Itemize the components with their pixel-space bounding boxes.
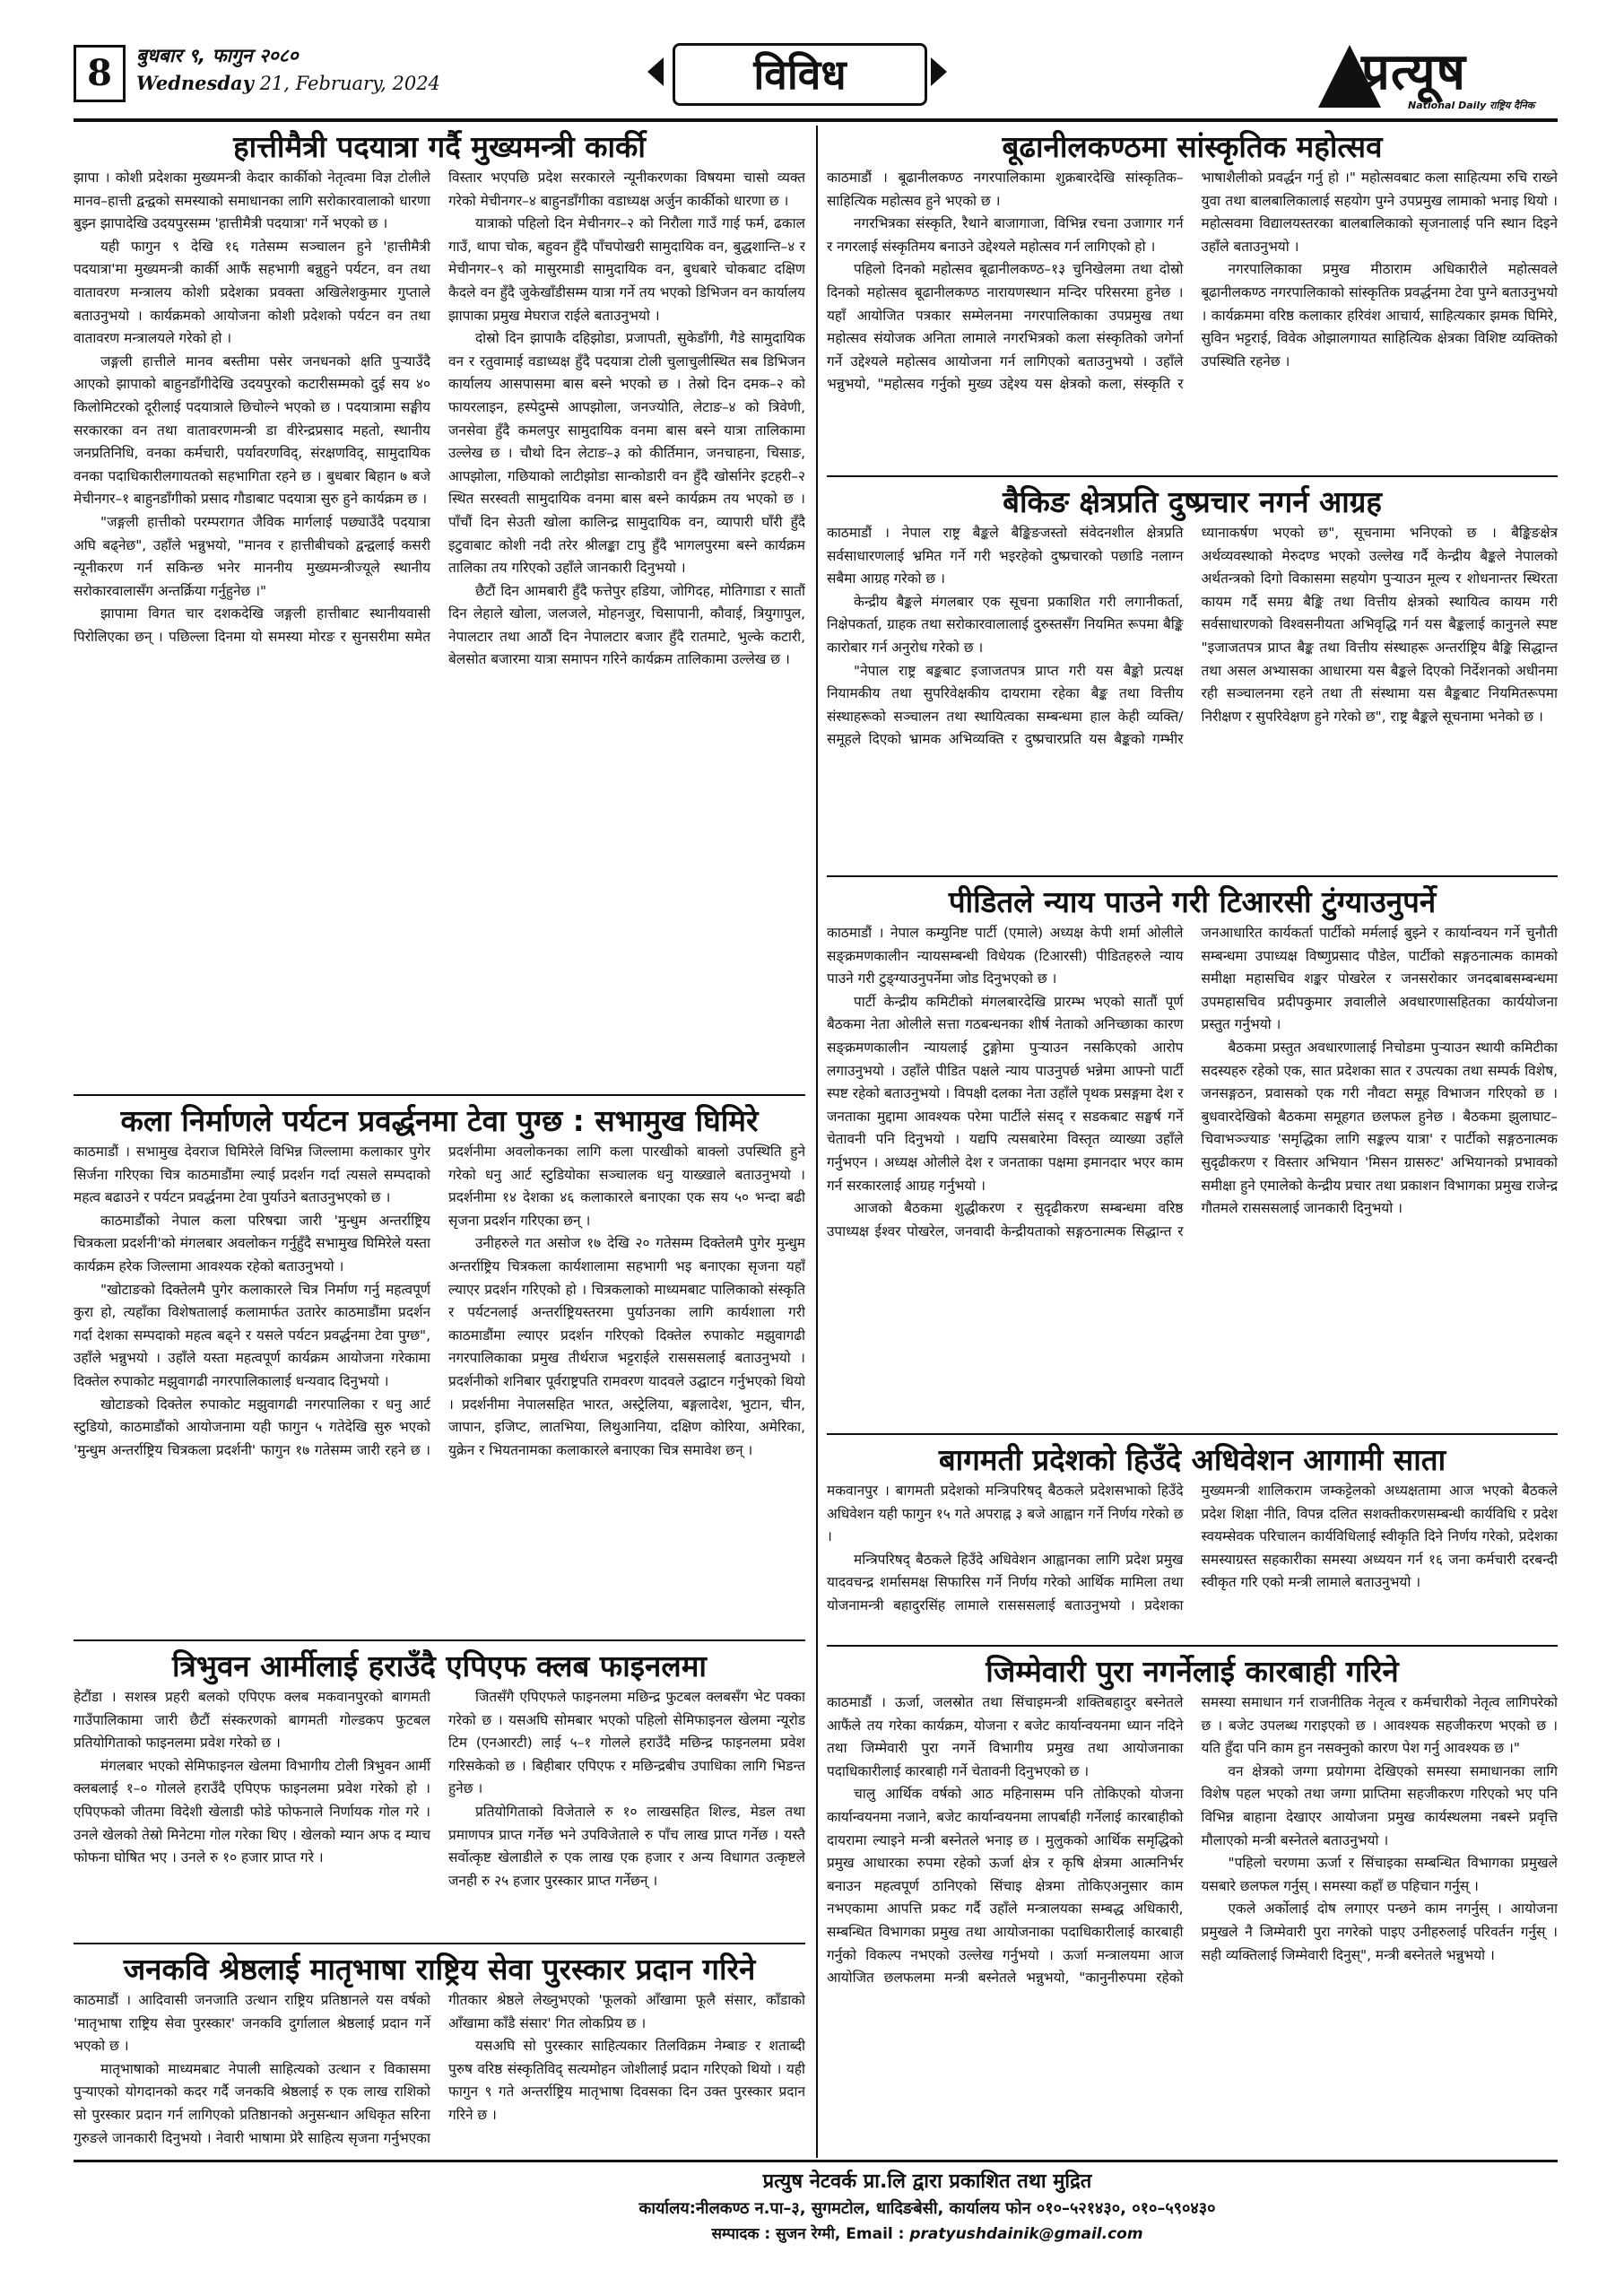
article-body — [74, 1989, 805, 2196]
arrow-left-icon — [647, 57, 664, 86]
column-divider — [816, 126, 818, 2158]
article-apf-final — [74, 1647, 805, 1977]
article-body — [827, 522, 1558, 909]
paragraph: पहिलो दिनको महोत्सव बूढानीलकण्ठ–१३ चुनिखेलमा तथा दोस्रो दिनको महोत्सव बूढानीलकण्ठ नारायणस्थान मन्दिर परिसरमा हुनेछ । यहाँ आयोजित पत्रकार सम्मेलनमा नगरपालिकाका उपप्रमुख तथा महोत्सव संयोजक अनिता लामाले नगरभित्रको कला संस्कृतिको जगेर्ना गर्ने उद्देश्यले महोत्सव आयोजना गर्न लागिएको बताउनुभयो । उहाँले भन्नुभयो, "महोत्सव गर्नुको मुख्य उद्देश्य यस क्षेत्रको कला, संस्कृति र भाषाशैलीको प्रवर्द्धन गर्नु हो ।" महोत्सवबाट कला साहित्यमा रुचि राख्ने युवा तथा बालबालिकालाई सहयोग पुग्ने उपप्रमुख लामाको भनाइ थियो । महोत्सवमा विद्यालयस्तरका बालबालिकाको सृजनालाई पनि स्थान दिइने उहाँले बताउनुभयो । — [827, 170, 1558, 393]
article-cultural-festival — [827, 127, 1558, 511]
arrow-right-icon — [931, 57, 947, 86]
footer-rule — [74, 2160, 1558, 2162]
paragraph: दोस्रो दिन झापाकै दहिझोडा, प्रजापती, सुकेडाँगी, गैडे सामुदायिक वन र रतुवामाई वडाध्यक्ष हुँदै पदयात्रा टोली चुलाचुलीस्थित सब डिभिजन कार्यालय आसपासमा बास बस्ने भएको छ । तेस्रो दिन दमक–२ को फायरलाइन, हस्पेदुम्से आपझोला, जनज्योति, लेटाङ–४ को त्रिवेणी, जनसेवा हुँदै कमलपुर सामुदायिक वनमा बास बस्ने यात्रा तालिकामा उल्लेख छ । चौथो दिन लेटाङ–३ को कीर्तिमान, जनचाहना, चिसाङ, आपझोला, गछियाको लाटीझोडा सान्कोडारी वन हुँदै खोर्सानेर इटहरी–२ स्थित सरस्वती सामुदायिक वनमा बास बस्ने कार्यक्रम तय भएको छ । पाँचौं दिन सेउती खोला कालिन्द्र सामुदायिक वन, व्यापारी घाँरी हुँदै इटुवाबाट कोशी नदी तरेर श्रीलङ्का टापु हुँदै भागलपुरमा बस्ने कार्यक्रम तालिका तय गरिएको उहाँले जानकारी दिनुभयो । — [448, 330, 805, 577]
article-headline: जनकवि श्रेष्ठलाई मातृभाषा राष्ट्रिय सेवा पुरस्कार प्रदान गरिने — [123, 1952, 756, 1987]
date-en: 21, February, 2024 — [259, 73, 440, 94]
article-headline: त्रिभुवन आर्मीलाई हराउँदै एपिएफ क्लब फाइनलमा — [172, 1648, 707, 1683]
divider — [74, 1639, 805, 1641]
editor-label: सम्पादक : सुजन रेग्मी, Email : — [711, 2225, 905, 2243]
masthead — [74, 39, 1558, 118]
logo-tagline: National Daily राष्ट्रिय दैनिक — [1408, 100, 1535, 111]
date-nepali: बुधबार ९, फागुन २०८० — [136, 45, 299, 66]
paragraph: काठमाडौं । नेपाल कम्युनिष्ट पार्टी (एमाले) अध्यक्ष केपी शर्मा ओलीले सङ्क्रमणकालीन न्यायसम्बन्धी विधेयक (टिआरसी) पीडितहरुले न्याय पाउने गरी टुङ्ग्याउनुपर्नेमा जोड दिनुभएको छ । — [827, 925, 1184, 987]
paragraph: झापा । कोशी प्रदेशका मुख्यमन्त्री केदार कार्कीको नेतृत्वमा विज्ञ टोलीले मानव–हात्ती द्वन्द्वको समस्याको समाधानका लागि सरोकारवालाको धारणा बुझ्न झापादेखि उदयपुरसम्म 'हात्तीमैत्री पदयात्रा' गर्ने भएको छ । — [74, 170, 430, 232]
logo — [1318, 39, 1558, 111]
paragraph: यसअघि सो पुरस्कार साहित्यकार तिलविक्रम नेम्बाङ र शताब्दी पुरुष वरिष्ठ संस्कृतिविद् सत्यमोहन जोशीलाई प्रदान गरिएको थियो । यही फागुन ९ गते अन्तर्राष्ट्रिय मातृभाषा दिवसका दिन उक्त पुरस्कार प्रदान गरिने छ । — [448, 2038, 805, 2123]
paragraph: "खोटाङको दिक्तेलमै पुगेर कलाकारले चित्र निर्माण गर्नु महत्वपूर्ण कुरा हो, त्यहाँका विशेषतालाई कलामार्फत उतारेर काठमाडौंमा प्रदर्शन गर्दा देशका सम्पदाको महत्व बढ्ने र यसले पर्यटन प्रवर्द्धनमा टेवा पुग्छ", उहाँले भन्नुभयो । उहाँले यस्ता महत्वपूर्ण कार्यक्रम आयोजना गरेकामा दिक्तेल रुपाकोट मझुवागढी नगरपालिकालाई धन्यवाद दिनुभयो । — [74, 1281, 430, 1389]
email-link[interactable]: pratyushdainik@gmail.com — [909, 2225, 1143, 2243]
article-headline: हात्तीमैत्री पदयात्रा गर्दै मुख्यमन्त्री कार्की — [233, 129, 646, 164]
paragraph: मन्त्रिपरिषद् बैठकले हिउँदे अधिवेशन आह्वानका लागि प्रदेश प्रमुख यादवचन्द्र शर्मासमक्ष सिफारिस गर्ने निर्णय गरेको आर्थिक मामिला तथा योजनामन्त्री बहादुरसिंह लामाले रासससलाई बताउनुभयो । प्रदेशका मुख्यमन्त्री शालिकराम जम्कट्टेलको अध्यक्षतामा आज भएको बैठकले प्रदेश शिक्षा नीति, विपन्न दलित सशक्तीकरणसम्बन्धी कार्यविधि र प्रदेश स्वयम्सेवक परिचालन कार्यविधिलाई स्वीकृति दिने निर्णय गरेको, प्रदेशका समस्याग्रस्त सहकारीका समस्या अध्ययन गर्न १६ जना कर्मचारी दरबन्दी स्वीकृत गरि एको मन्त्री लामाले बताउनुभयो । — [827, 1483, 1558, 1613]
paragraph: खोटाङको दिक्तेल रुपाकोट मझुवागढी नगरपालिका र धनु आर्ट स्टुडियो, काठमाडौंको आयोजनामा यही फागुन ५ गतेदेखि सुरु भएको 'मुन्धुम अन्तर्राष्ट्रिय चित्रकला प्रदर्शनी' फागुन १७ गतेसम्म जारी रहने छ । प्रदर्शनीमा अवलोकनका लागि कला पारखीको बाक्लो उपस्थिति हुने गरेको धनु आर्ट स्टुडियोका सञ्चालक धनु याख्खाले बताउनुभयो । प्रदर्शनीमा १४ देशका ४६ कलाकारले बनाएका एक सय ५० भन्दा बढी सृजना प्रदर्शन गरिएका छन् । — [74, 1144, 805, 1458]
article-headline: जिम्मेवारी पुरा नगर्नेलाई कारबाही गरिने — [986, 1654, 1399, 1689]
article-body — [74, 1686, 805, 1977]
paragraph: यात्राको पहिलो दिन मेचीनगर–२ को निरौला गाउँ गाई फर्म, ढकाल गाउँ, थापा चोक, बहुवन हुँदै पाँचपोखरी सामुदायिक वन, बुद्धशान्ति–४ र मेचीनगर–९ को मासुरमाडी सामुदायिक वन, बुधबारे चोकबाट दक्षिण कैदले वन हुँदै जुकेखाँडीसम्म यात्रा गर्ने तय भएको डिभिजन वन कार्यालय झापाका प्रमुख मेघराज राईले बताउनुभयो । — [448, 215, 805, 324]
article-body — [74, 167, 805, 1132]
paragraph: नगरपालिकाका प्रमुख मीठाराम अधिकारीले महोत्सवले बूढानीलकण्ठ नगरपालिकाको सांस्कृतिक प्रवर्द्धनमा टेवा पुग्ने बताउनुभयो । कार्यक्रममा वरिष्ठ कलाकार हरिवंश आचार्य, साहित्यकार झमक घिमिरे, सुविन भट्टराई, विवेक ओझालगायत साहित्यिक क्षेत्रका विशिष्ट व्यक्तिको उपस्थिति रहनेछ । — [1201, 261, 1558, 370]
weekday: Wednesday — [136, 72, 254, 94]
article-headline: कला निर्माणले पर्यटन प्रवर्द्धनमा टेवा पुग्छ : सभामुख घिमिरे — [120, 1103, 759, 1138]
paragraph: "नेपाल राष्ट्र बङ्कबाट इजाजतपत्र प्राप्त गरी यस बैङ्को प्रत्यक्ष नियामकीय तथा सुपरिवेक्षकीय दायरामा रहेका बैङ्क तथा वित्तीय संस्थाहरूको सञ्चालन तथा स्थायित्वका सम्बन्धमा हाल केही व्यक्ति/समूहले दिएको भ्रामक अभिव्यक्ति र दुष्प्रचारप्रति यस बैङ्कको गम्भीर ध्यानाकर्षण भएको छ", सूचनामा भनिएको छ । बैङ्किङक्षेत्र अर्थव्यवस्थाको मेरुदण्ड भएको उल्लेख गर्दै केन्द्रीय बैङ्कले नेपालको अर्थतन्त्रको दिगो विकासमा सहयोग पुऱ्याउन मूल्य र शोधनान्तर स्थिरता कायम गर्दै समग्र बैङ्कि तथा वित्तीय क्षेत्रको स्थायित्व कायम गरी सर्वसाधारणको विश्वसनीयता अभिवृद्धि गर्न यस बैङ्कलाई कानुनले स्पष्ट "इजाजतपत्र प्राप्त बैङ्क तथा वित्तीय संस्थाहरू अन्तर्राष्ट्रिय बैङ्कि सिद्धान्त तथा असल अभ्यासका आधारमा यस बैङ्कले दिएको निर्देशनको अधीनमा रही सञ्चालनमा रहने तथा ती संस्थामा यस बैङ्कबाट नियमितरूपमा निरीक्षण र सुपरिवेक्षण हुने गरेको छ", राष्ट्र बैङ्कले सूचनामा भनेको छ । — [827, 525, 1558, 748]
paragraph: एकले अर्कोलाई दोष लगाएर पन्छने काम नगर्नुस् । आयोजना प्रमुखले नै जिम्मेवारी पुरा नगरेको पाइए उनीहरुलाई परिवर्तन गर्नुस् । सही व्यक्तिलाई जिम्मेवारी दिनुस्", मन्त्री बस्नेतले भन्नुभयो । — [1201, 1900, 1558, 1963]
article-body — [827, 1692, 1558, 2154]
divider — [827, 475, 1558, 477]
paragraph: हेटौंडा । सशस्त्र प्रहरी बलको एपिएफ क्लब मकवानपुरको बागमती गाउँपालिकामा जारी छैटौं संस्करणको बागमती गोल्डकप फुटबल प्रतियोगिताको फाइनलमा प्रवेश गरेको छ । — [74, 1689, 430, 1752]
paragraph: मातृभाषाको माध्यमबाट नेपाली साहित्यको उत्थान र विकासमा पुऱ्याएको योगदानको कदर गर्दै जनकवि श्रेष्ठलाई रु एक लाख राशिको सो पुरस्कार प्रदान गर्न लागिएको प्रतिष्ठानको अनुसन्धान अधिकृत सरिना गुरुङले जानकारी दिनुभयो । नेवारी भाषामा प्रेरै साहित्य सृजना गर्नुभएका गीतकार श्रेष्ठले लेख्नुभएको 'फूलको आँखामा फूलै संसार, काँडाको आँखामा काँडै संसार' गित लोकप्रिय छ । — [74, 1992, 805, 2146]
paragraph: उनीहरुले गत असोज १७ देखि २० गतेसम्म दिक्तेलमै पुगेर मुन्धुम अन्तर्राष्ट्रिय चित्रकला कार्यशालामा सहभागी भइ बनाएका सृजना यहाँ ल्याएर प्रदर्शन गरिएको हो । चित्रकलाको माध्यमबाट पालिकाको संस्कृति र पर्यटनलाई अन्तर्राष्ट्रियस्तरमा पुर्याउनका लागि कार्यशाला गरी काठमाडौंमा ल्याएर प्रदर्शन गरिएको दिक्तेल रुपाकोट मझुवागढी नगरपालिकाका प्रमुख तीर्थराज भट्टराईले रासससलाई बताउनुभयो । प्रदर्शनीको शनिबार पूर्वराष्ट्रपति रामवरण यादवले उद्घाटन गर्नुभएको थियो । प्रदर्शनीमा नेपालसहित भारत, अस्ट्रेलिया, बङ्गलादेश, भुटान, चीन, जापान, इजिप्ट, लातभिया, लिथुआनिया, दक्षिण कोरिया, अमेरिका, युक्रेन र भियतनामका कलाकारले बनाएका चित्र समावेश छन् । — [448, 1235, 805, 1458]
article-body — [827, 1480, 1558, 1679]
article-art-tourism — [74, 1101, 805, 1674]
divider — [827, 875, 1558, 877]
newspaper-page — [74, 39, 1558, 2255]
article-headline: बागमती प्रदेशको हिउँदे अधिवेशन आगामी साता — [938, 1442, 1446, 1477]
divider — [827, 1645, 1558, 1647]
paragraph: मकवानपुर । बागमती प्रदेशको मन्त्रिपरिषद् बैठकले प्रदेशसभाको हिउँदे अधिवेशन यही फागुन १५ गते अपराह्न ३ बजे आह्वान गर्ने निर्णय गरेको छ । — [827, 1483, 1184, 1545]
article-mother-tongue-award — [74, 1950, 805, 2196]
paragraph: काठमाडौं । बूढानीलकण्ठ नगरपालिकामा शुक्रबारदेखि सांस्कृतिक–साहित्यिक महोत्सव हुने भएको छ । — [827, 170, 1184, 209]
article-bagmati-session — [827, 1440, 1558, 1679]
paragraph: झापामा विगत चार दशकदेखि जङ्गली हात्तीबाट स्थानीयवासी पिरोलिएका छन् । पछिल्ला दिनमा यो समस्या मोरङ र सुनसरीमा समेत विस्तार भएपछि प्रदेश सरकारले न्यूनीकरणका विषयमा चासो व्यक्त गरेको मेचीनगर–४ बाहुनडाँगीका वडाध्यक्ष अर्जुन कार्कीको धारणा छ । — [74, 170, 805, 645]
divider — [74, 1943, 805, 1944]
office-address: कार्यालय:नीलकण्ठ न.पा–३, सुगमटोल, धादिङबेसी, कार्यालय फोन ०१०–५२१४३०, ०१०–५९०४३० — [638, 2199, 1216, 2218]
page-number: 8 — [74, 45, 126, 102]
paragraph: केन्द्रीय बैङ्कले मंगलबार एक सूचना प्रकाशित गरी लगानीकर्ता, निक्षेपकर्ता, ग्राहक तथा सरोकारवालालाई दुरुस्तसँग नियमित रूपमा बैङ्कि कारोबार गर्न अनुरोध गरेको छ । — [827, 593, 1184, 656]
paragraph: यही फागुन ९ देखि १६ गतेसम्म सञ्चालन हुने 'हात्तीमैत्री पदयात्रा'मा मुख्यमन्त्री कार्की आफैं सहभागी बन्नुहुने पर्यटन, वन तथा वातावरण मन्त्रालय कोशी प्रदेशका प्रवक्ता अखिलेशकुमार गुप्ताले बताउनुभयो । कार्यक्रमको आयोजना कोशी प्रदेशको पर्यटन वन तथा वातावरण मन्त्रालयले गरेको हो । — [74, 238, 430, 347]
paragraph: मंगलबार भएको सेमिफाइनल खेलमा विभागीय टोली त्रिभुवन आर्मी क्लबलाई १–० गोलले हराउँदै एपिएफ फाइनलमा प्रवेश गरेको हो । एपिएफको जीतमा विदेशी खेलाडी फोडे फोफनाले निर्णायक गोल गरे । उनले खेलको तेस्रो मिनेटमा गोल गरेका थिए । खेलको म्यान अफ द म्याच फोफना घोषित भए । उनले रु १० हजार प्राप्त गरे । — [74, 1757, 430, 1866]
paragraph: "पहिलो चरणमा ऊर्जा र सिंचाइका सम्बन्धित विभागका प्रमुखले यसबारे छलफल गर्नुस् । समस्या कहाँ छ पहिचान गर्नुस् । — [1201, 1855, 1558, 1894]
header-rule — [74, 118, 1558, 122]
paragraph: काठमाडौं । सभामुख देवराज घिमिरेले विभिन्न जिल्लामा कलाकार पुगेर सिर्जना गरिएका चित्र काठमाडौंमा ल्याई प्रदर्शन गर्दा त्यसले सम्पदाको महत्व बढाउने र पर्यटन प्रवर्द्धनमा टेवा पुर्याउने बताउनुभएको छ । — [74, 1144, 430, 1206]
paragraph: वन क्षेत्रको जग्गा प्रयोगमा देखिएको समस्या समाधानका लागि विशेष पहल भएको तथा जग्गा प्राप्तिमा सहजीकरण गरिएको भए पनि विभिन्न बाहाना देखाएर आयोजना प्रमुख कार्यस्थलमा नबस्ने प्रवृत्ति मौलाएको मन्त्री बस्नेतले बताउनुभयो । — [1201, 1762, 1558, 1848]
paragraph: जङ्गली हात्तीले मानव बस्तीमा पसेर जनधनको क्षति पुऱ्याउँदै आएको झापाको बाहुनडाँगीदेखि उदयपुरको कटारीसम्मको दुई सय ४० किलोमिटरको दूरीलाई पदयात्राले छिचोल्ने भएको छ । पदयात्रामा सङ्घीय सरकारका वन तथा वातावरणमन्त्री डा वीरेन्द्रप्रसाद महतो, स्थानीय जनप्रतिनिधि, वनका कर्मचारी, पर्यावरणविद्, संरक्षणविद्, सामुदायिक वनका पदाधिकारीलगायतको सहभागिता रहने छ । बुधबार बिहान ७ बजे मेचीनगर–१ बाहुनडाँगीको प्रसाद गौडाबाट पदयात्रा सुरु हुने कार्यक्रम छ । — [74, 352, 430, 508]
logo-name: प्रत्यूष — [1361, 42, 1466, 101]
article-banking — [827, 483, 1558, 909]
article-body — [827, 922, 1558, 1467]
publisher-line: प्रत्युष नेटवर्क प्रा.लि द्वारा प्रकाशित तथा मुद्रित — [762, 2170, 1092, 2193]
section-title: विविध — [673, 43, 927, 106]
article-headline: पीडितले न्याय पाउने गरी टिआरसी टुंग्याउनुपर्ने — [948, 884, 1437, 919]
paragraph: नगरभित्रका संस्कृति, रैथाने बाजागाजा, विभिन्न रचना उजागार गर्न र नगरलाई संस्कृतिमय बनाउने उद्देश्यले महोत्सव गर्न लागिएको हो । — [827, 215, 1184, 255]
paragraph: चालु आर्थिक वर्षको आठ महिनासम्म पनि तोकिएको योजना कार्यान्वयनमा नजाने, बजेट कार्यान्वयनमा लापर्बाही गर्नेलाई कारबाहीको दायरामा ल्याइने मन्त्री बस्नेतले भनाइ छ । मुलुकको आर्थिक समृद्धिको प्रमुख आधारका रुपमा रहेको ऊर्जा क्षेत्र र कृषि क्षेत्रमा आत्मनिर्भर बनाउन महत्वपूर्ण ठानिएको सिंचाइ क्षेत्रमा तोकिएअनुसार काम नभएकामा आपत्ति प्रकट गर्दै उहाँले मन्त्रालयका सम्बद्ध अधिकारी, सम्बन्धित विभागका प्रमुख तथा आयोजनाका पदाधिकारीलाई कारबाही गर्नुको विकल्प नभएको उल्लेख गर्नुभयो । ऊर्जा मन्त्रालयमा आज आयोजित छलफलमा मन्त्री बस्नेतले भन्नुभयो, "कानुनीरुपमा रहेको समस्या समाधान गर्न राजनीतिक नेतृत्व र कर्मचारीको नेतृत्व लागिपरेको छ । बजेट उपलब्ध गराइएको छ । आवश्यक सहजीकरण भएको छ । यति हुँदा पनि काम हुन नसक्नुको कारण पेश गर्नु आवश्यक छ ।" — [827, 1694, 1558, 1987]
paragraph: पार्टी केन्द्रीय कमिटीको मंगलबारदेखि प्रारम्भ भएको सातौं पूर्ण बैठकमा नेता ओलीले सत्ता गठबन्धनका शीर्ष नेताको अनिच्छाका कारण सङ्क्रमणकालीन न्यायलाई टुङ्गोमा पुऱ्याउन नसकिएको आरोप लगाउनुभयो । उहाँले पीडित पक्षले न्याय पाउनुपर्छ भन्नेमा आफ्नो पार्टी स्पष्ट रहेको बताउनुभयो । विपक्षी दलका नेता उहाँले पृथक प्रसङ्गमा देश र जनताका मुद्दामा आवश्यक परेमा पार्टीले संसद् र सडकबाट सङ्घर्ष गर्ने चेतावनी पनि दिनुभयो । यद्यपि त्यसबारेमा विस्तृत व्याख्या उहाँले गर्नुभएन । अध्यक्ष ओलीले देश र जनताका पक्षमा इमानदार भएर काम गर्न सरकारलाई आग्रह गर्नुभयो । — [827, 993, 1184, 1194]
imprint — [416, 2167, 1438, 2243]
paragraph: काठमाडौं । आदिवासी जनजाति उत्थान राष्ट्रिय प्रतिष्ठानले यस वर्षको 'मातृभाषा राष्ट्रिय सेवा पुरस्कार' जनकवि दुर्गालाल श्रेष्ठलाई प्रदान गर्ने भएको छ । — [74, 1992, 430, 2055]
paragraph: आजको बैठकमा शुद्धीकरण र सुदृढीकरण सम्बन्धमा वरिष्ठ उपाध्यक्ष ईश्वर पोखरेल, जनवादी केन्द्रीयताको सङ्गठनात्मक सिद्धान्त र जनआधारित कार्यकर्ता पार्टीको मर्मलाई बुझ्ने र कार्यान्वयन गर्ने चुनौती सम्बन्धमा उपाध्यक्ष विष्णुप्रसाद पौडेल, पार्टीको सङ्गठनात्मक कामको समीक्षा महासचिव शङ्कर पोखरेल र जनसरोकार जनदबाबसम्बन्धमा उपमहासचिव प्रदीपकुमार ज्ञवालीले अवधारणासहितका कार्ययोजना प्रस्तुत गर्नुभयो । — [827, 925, 1558, 1239]
article-body — [827, 167, 1558, 511]
divider — [74, 1094, 805, 1096]
paragraph: काठमाडौं । नेपाल राष्ट्र बैङ्कले बैङ्किङजस्तो संवेदनशील क्षेत्रप्रति सर्वसाधारणलाई भ्रमित गर्ने गरी भइरहेको दुष्प्रचारको पछाडि नलाग्न सबैमा आग्रह गरेको छ । — [827, 525, 1184, 587]
paragraph: बैठकमा प्रस्तुत अवधारणालाई निचोडमा पुऱ्याउन स्थायी कमिटीका सदस्यहरु रहेको एक, सात प्रदेशका सात र उपत्यका तथा सम्पर्क विशेष, जनसङ्गठन, प्रवासको एक गरी नौवटा समूह विभाजन गरिएको छ । बुधवारदेखिको बैठकमा समूहगत छलफल हुनेछ । बैठकमा झुलाघाट–चिवाभञ्ज्याङ 'समृद्धिका लागि सङ्कल्प यात्रा' र पार्टीको सङ्गठनात्मक सुदृढीकरण र विस्तार अभियान 'मिसन ग्रासरुट' अभियानको प्रभावको समीक्षा हुने एमालेको केन्द्रीय प्रचार तथा प्रकाशन विभागका प्रमुख राजेन्द्र गौतमले रासससलाई जानकारी दिनुभयो । — [1201, 1039, 1558, 1217]
paragraph: छैटौं दिन आमबारी हुँदै फत्तेपुर हडिया, जोगिदह, मोतिगाडा र सातौं दिन लेहाले खोला, जलजले, मोहनजुर, चिसापानी, कौवाई, त्रियुगापुल, नेपालटार तथा आठौं दिन नेपालटार बजार हुँदै रातमाटे, भुल्के कटारी, बेलसोत बजारमा यात्रा समापन गरिने कार्यक्रम तालिकामा उल्लेख छ । — [448, 582, 805, 668]
article-headline: बूढानीलकण्ठमा सांस्कृतिक महोत्सव — [1002, 129, 1383, 164]
article-elephant-march — [74, 127, 805, 1132]
paragraph: काठमाडौं । ऊर्जा, जलस्रोत तथा सिंचाइमन्त्री शक्तिबहादुर बस्नेतले आफैंले तय गरेका कार्यक्रम, योजना र बजेट कार्यान्वयनमा ध्यान नदिने तथा जिम्मेवारी पुरा नगर्ने विभागीय प्रमुख तथा आयोजनाका पदाधिकारीलाई कारबाही गर्ने चेतावनी दिनुभएको छ । — [827, 1694, 1184, 1779]
article-trc — [827, 883, 1558, 1467]
divider — [827, 1433, 1558, 1435]
paragraph: काठमाडौंको नेपाल कला परिषद्मा जारी 'मुन्धुम अन्तर्राष्ट्रिय चित्रकला प्रदर्शनी'को मंगलबार अवलोकन गर्नुहुँदै सभामुख घिमिरेले यस्ता कार्यक्रम हरेक जिल्लामा आवश्यक रहेको बताउनुभयो । — [74, 1212, 430, 1274]
paragraph: जितसँगै एपिएफले फाइनलमा मछिन्द्र फुटबल क्लबसँग भेट पक्का गरेको छ । यसअघि सोमबार भएको पहिलो सेमिफाइनल खेलमा न्यूरोड टिम (एनआरटी) लाई ५–१ गोलले हराउँदै मछिन्द्र फाइनलमा प्रवेश गरिसकेको छ । बिहीबार एपिएफ र मछिन्द्रबीच उपाधिका लागि भिडन्त हुनेछ । — [448, 1689, 805, 1797]
article-headline: बैकिङ क्षेत्रप्रति दुष्प्रचार नगर्न आग्रह — [1003, 484, 1382, 519]
paragraph: "जङ्गली हात्तीको परम्परागत जैविक मार्गलाई पछ्याउँदै पदयात्रा अघि बढ्नेछ", उहाँले भन्नुभयो, "मानव र हात्तीबीचको द्वन्द्वलाई कसरी न्यूनीकरण गर्न सकिन्छ भनेर माननीय मुख्यमन्त्रीज्यूले स्थानीय सरोकारवालासँग अन्तर्क्रिया गर्नुहुनेछ ।" — [74, 513, 430, 599]
editor-line — [416, 2222, 1438, 2243]
date-english — [136, 72, 440, 94]
article-accountability — [827, 1652, 1558, 2154]
article-body — [74, 1141, 805, 1674]
paragraph: प्रतियोगिताको विजेताले रु १० लाखसहित शिल्ड, मेडल तथा प्रमाणपत्र प्राप्त गर्नेछ भने उपविजेताले रु पाँच लाख प्राप्त गर्नेछ । यस्तै सर्वोत्कृष्ट खेलाडीले रु एक लाख एक हजार र अन्य विधागत उत्कृष्टले जनही रु २५ हजार पुरस्कार प्राप्त गर्नेछन् । — [448, 1803, 805, 1889]
